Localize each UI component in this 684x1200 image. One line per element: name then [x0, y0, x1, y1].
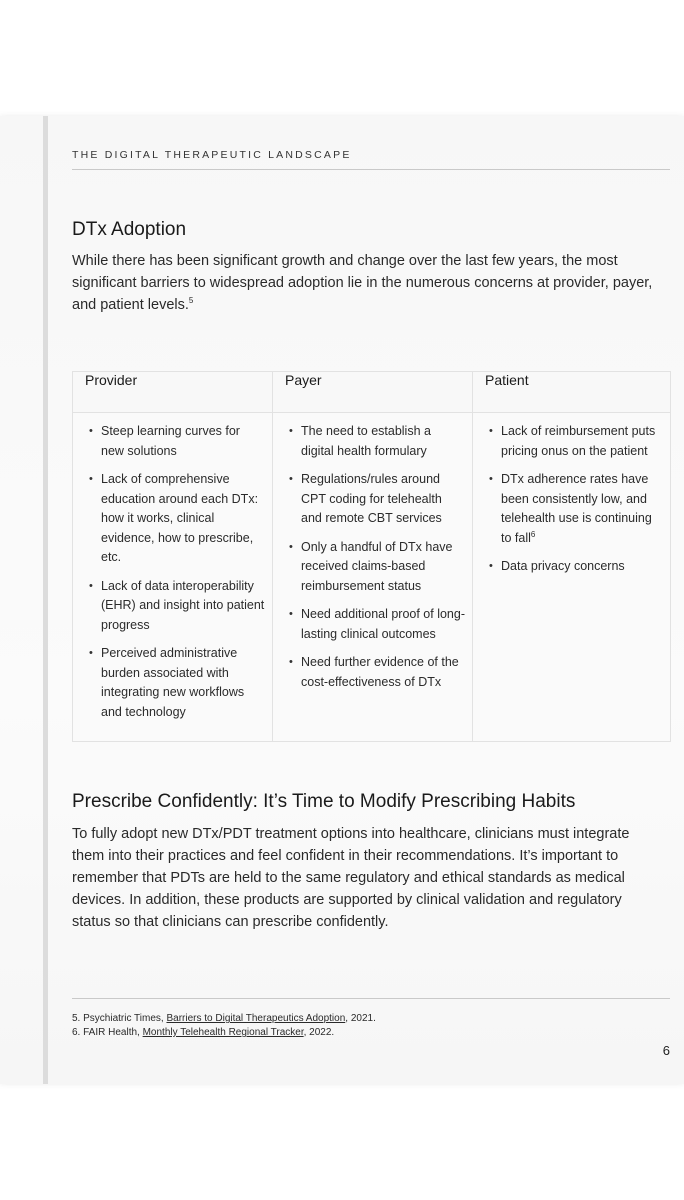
- list-item: • Regulations/rules around CPT coding for telehealth and remote CBT services: [285, 470, 466, 529]
- footnote-source: 5. Psychiatric Times,: [72, 1013, 167, 1024]
- running-head: THE DIGITAL THERAPEUTIC LANDSCAPE: [72, 149, 352, 161]
- list-item: • Lack of reimbursement puts pricing onus on the patient: [485, 422, 664, 461]
- table-row: [73, 413, 671, 742]
- footnote-link[interactable]: Monthly Telehealth Regional Tracker: [142, 1027, 304, 1038]
- footnote-year: , 2021.: [345, 1013, 376, 1024]
- document-page: [0, 116, 684, 1084]
- list-item: • Need further evidence of the cost-effectiveness of DTx: [285, 653, 466, 692]
- patient-list: [485, 422, 664, 577]
- provider-list: [85, 422, 266, 722]
- footnote-ref: 6: [530, 529, 536, 539]
- body-text: While there has been significant growth and change over the last few years, the most significant barriers to widespread adoption lie in the numerous concerns at provider, payer, and patient levels.: [72, 253, 653, 313]
- provider-cell: [73, 413, 273, 742]
- section-body-prescribe-confidently: To fully adopt new DTx/PDT treatment options into healthcare, clinicians must integrate them into their practices and feel confident in their recommendations. It’s important to remember that PDTs are held to the same regulatory and ethical standards as medical devices. In addition, these products are supported by clinical validation and regulatory status so that clinicians can prescribe confidently.: [72, 826, 630, 930]
- patient-cell: [473, 413, 671, 742]
- page-number: 6: [662, 1043, 670, 1058]
- list-item-text: DTx adherence rates have been consistently low, and telehealth use is continuing to fall: [501, 472, 652, 545]
- list-item: • Perceived administrative burden associated with integrating new workflows and technology: [85, 644, 266, 722]
- header-provider: Provider: [73, 372, 273, 413]
- list-item: • Need additional proof of long-lasting clinical outcomes: [285, 605, 466, 644]
- list-item: • Steep learning curves for new solutions: [85, 422, 266, 461]
- list-item: • Data privacy concerns: [485, 557, 664, 577]
- list-item: • The need to establish a digital health formulary: [285, 422, 466, 461]
- footnote-source: 6. FAIR Health,: [72, 1027, 143, 1038]
- barriers-table: [72, 371, 671, 742]
- header-payer: Payer: [273, 372, 473, 413]
- list-item: • Only a handful of DTx have received claims-based reimbursement status: [285, 538, 466, 597]
- page-spine: [43, 116, 48, 1084]
- footnotes: [72, 1012, 376, 1040]
- footnote-link[interactable]: Barriers to Digital Therapeutics Adoption: [166, 1013, 346, 1024]
- section-title-prescribe-confidently: Prescribe Confidently: It’s Time to Modify Prescribing Habits: [72, 791, 576, 812]
- footnote-ref: 5: [188, 296, 194, 306]
- list-item: [485, 470, 664, 548]
- footnote-divider: [72, 998, 670, 999]
- list-item: • Lack of data interoperability (EHR) and insight into patient progress: [85, 577, 266, 636]
- table-header-row: [73, 372, 671, 413]
- footnote-6: [72, 1026, 376, 1040]
- section-body-dtx-adoption: [72, 250, 662, 316]
- footnote-year: , 2022.: [303, 1027, 335, 1038]
- payer-list: [285, 422, 466, 692]
- header-divider: [72, 169, 670, 170]
- section-title-dtx-adoption: DTx Adoption: [72, 219, 187, 240]
- list-item: • Lack of comprehensive education around each DTx: how it works, clinical evidence, how to prescribe, etc.: [85, 470, 266, 568]
- payer-cell: [273, 413, 473, 742]
- footnote-5: [72, 1012, 376, 1026]
- header-patient: Patient: [473, 372, 671, 413]
